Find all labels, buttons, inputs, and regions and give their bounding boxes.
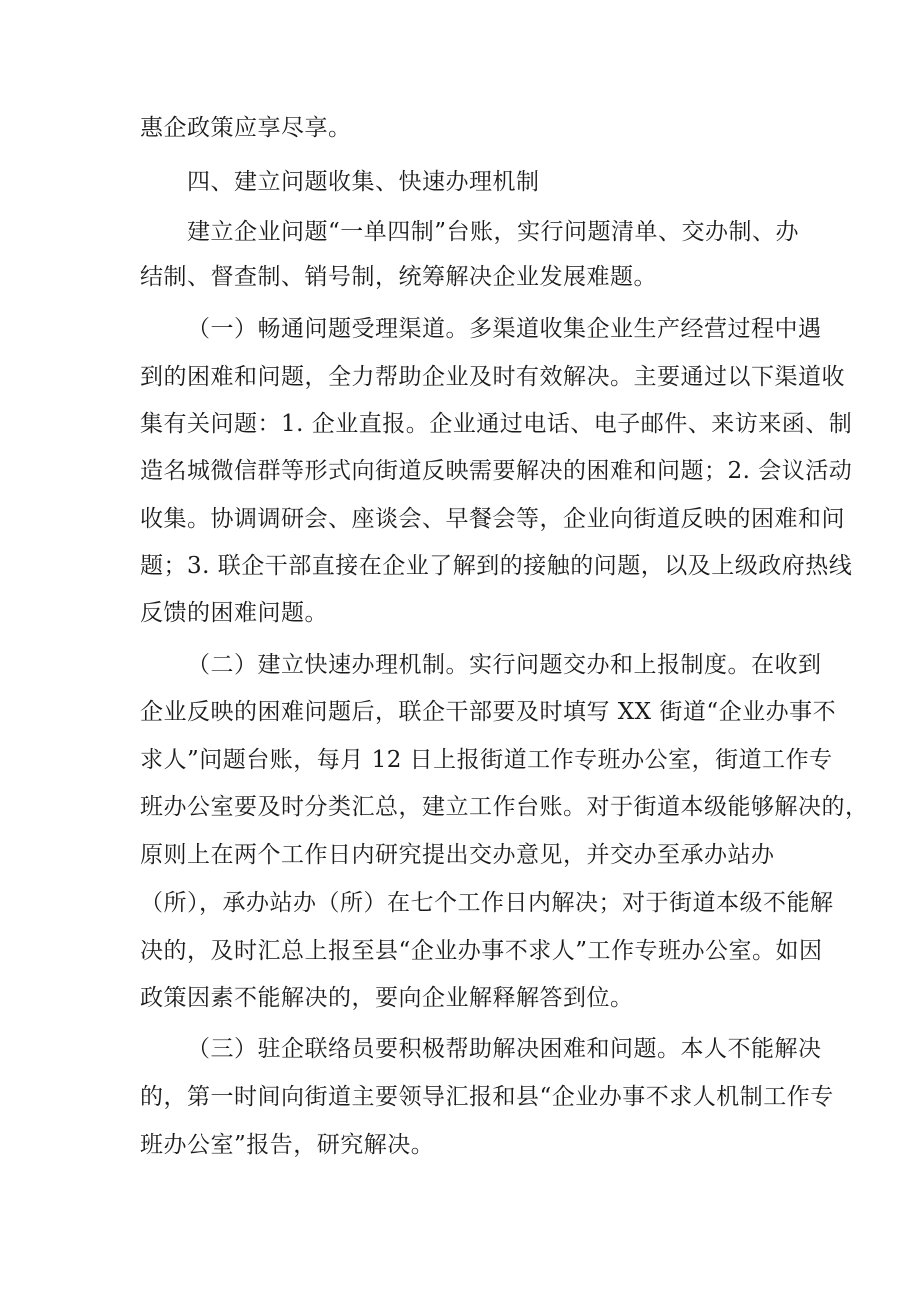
text-line: 的，第一时间向街道主要领导汇报和县“企业办事不求人机制工作专 <box>140 1084 834 1110</box>
text-line: 集有关问题：1. 企业直报。企业通过电话、电子邮件、来访来函、制 <box>140 411 853 437</box>
text-line: 原则上在两个工作日内研究提出交办意见，并交办至承办站办 <box>140 842 775 868</box>
text-line: 建立企业问题“一单四制”台账，实行问题清单、交办制、办 <box>187 219 800 245</box>
text-line: 收集。协调调研会、座谈会、早餐会等，企业向街道反映的困难和问 <box>140 506 845 532</box>
text-line: 政策因素不能解决的，要向企业解释解答到位。 <box>140 985 634 1011</box>
text-line: 企业反映的困难问题后，联企干部要及时填写 XX 街道“企业办事不 <box>140 699 837 725</box>
text-line: （二）建立快速办理机制。实行问题交办和上报制度。在收到 <box>187 652 822 678</box>
text-line: 到的困难和问题，全力帮助企业及时有效解决。主要通过以下渠道收 <box>140 364 845 390</box>
text-line: 反馈的困难问题。 <box>140 600 328 626</box>
text-line: （三）驻企联络员要积极帮助解决困难和问题。本人不能解决 <box>187 1036 822 1062</box>
text-line: 决的，及时汇总上报至县“企业办事不求人”工作专班办公室。如因 <box>140 938 823 964</box>
text-line: （一）畅通问题受理渠道。多渠道收集企业生产经营过程中遇 <box>187 316 822 342</box>
text-line: 求人”问题台账，每月 12 日上报街道工作专班办公室，街道工作专 <box>140 747 833 773</box>
text-line: （所），承办站办（所）在七个工作日内解决；对于街道本级不能解 <box>140 890 834 916</box>
text-line: 班办公室要及时分类汇总，建立工作台账。对于街道本级能够解决的， <box>140 794 869 820</box>
text-line: 结制、督查制、销号制，统筹解决企业发展难题。 <box>140 264 657 290</box>
text-line: 惠企政策应享尽享。 <box>140 115 352 141</box>
section-heading: 四、建立问题收集、快速办理机制 <box>187 169 540 195</box>
text-line: 造名城微信群等形式向街道反映需要解决的困难和问题；2. 会议活动 <box>140 458 853 484</box>
text-line: 班办公室”报告，研究解决。 <box>140 1132 435 1158</box>
text-line: 题；3. 联企干部直接在企业了解到的接触的问题，以及上级政府热线 <box>140 553 853 579</box>
